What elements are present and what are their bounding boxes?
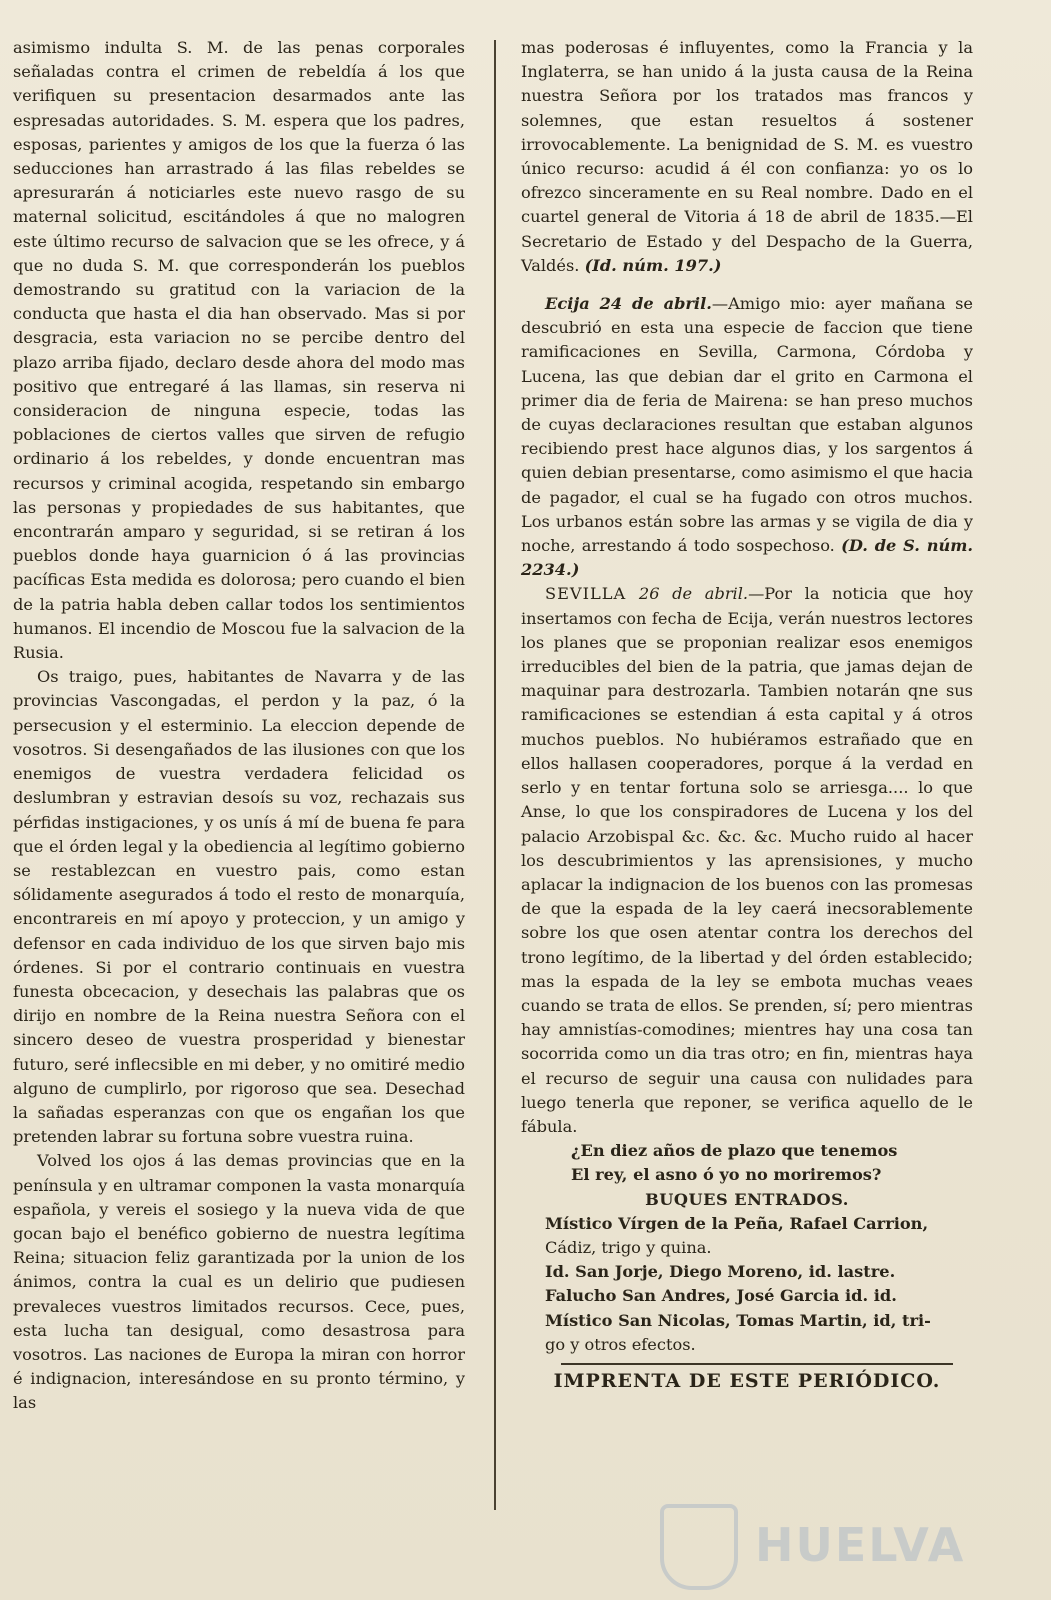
proclamation-reference: (Id. núm. 197.) — [584, 255, 722, 275]
ship-detail: Cádiz, trigo y quina. — [545, 1237, 712, 1257]
ships-heading: BUQUES ENTRADOS. — [645, 1189, 849, 1209]
sevilla-news-text: —Por la noticia que hoy insertamos con fecha de Ecija, verán nuestros lectores los planes que se proponian realizar esos enemigos irreducibles del bien de la patria, que jamas dejan de maquinar para destrozarla. Tambien notarán qne sus ramificaciones se estendian á esta capital y á otros muchos pueblos. No hubiéramos estrañado que en ellos hallasen cooperadores, porque á la verdad en serlo y en tentar fortuna solo se arriesga.... lo que Anse, lo que los conspiradores de Lucena y los del palacio Arzobispal &c. &c. &c. Mucho ruido al hacer los descubrimientos y las aprensisiones, y mucho aplacar la indignacion de los buenos con las promesas de que la espada de la ley caerá inecsorablemente sobre los que osen atentar contra los derechos del trono legítimo, de la libertad y del órden establecido; mas la espada de la ley se embota muchas veaes cuando se trata de ellos. Se prenden, sí; pero mientras hay amnistías-comodines; mientres hay una cosa tan socorrida como un dia tras otro; en fin, mientras haya el recurso de seguir una causa con nulidades para luego tenerla que reponer, se verifica aquello de le fábula. — [521, 584, 973, 1136]
left-column — [13, 36, 465, 1416]
watermark-label: HUELVA — [755, 1518, 966, 1572]
sevilla-news-paragraph — [521, 582, 973, 1139]
ecija-dateline: Ecija 24 de abril. — [545, 294, 712, 314]
ecija-news-paragraph — [521, 292, 973, 582]
left-paragraph-2: Os traigo, pues, habitantes de Navarra y de las provincias Vascongadas, el perdon y la paz, ó la persecusion y el esterminio. La eleccion depende de vosotros. Si desengañados de las ilusiones con que los enemigos de vuestra verdadera felicidad os deslumbran y estravian desoís su voz, rechazais sus pérfidas instigaciones, y os unís á mí de buena fe para que el órden legal y la obediencia al legítimo gobierno se restablezcan en vuestro pais, como estan sólidamente asegurados á todo el resto de monarquía, encontrareis en mí apoyo y proteccion, y un amigo y defensor en cada individuo de los que sirven bajo mis órdenes. Si por el contrario continuais en vuestra funesta obcecacion, y desechais las palabras que os dirijo en nombre de la Reina nuestra Señora con el sincero deseo de vuestra prosperidad y bienestar futuro, seré inflecsible en mi deber, y no omitiré medio alguno de cumplirlo, por rigoroso que sea. Desechad la sañadas esperanzas con que os engañan los que pretenden labrar su fortuna sobre vuestra ruina. — [13, 667, 465, 1147]
ship-entry — [521, 1212, 973, 1260]
vitoria-proclamation-text: mas poderosas é influyentes, como la Francia y la Inglaterra, se han unido á la justa causa de la Reina nuestra Señora por los tratados mas francos y solemnes, que estan resueltos á sostener irrovocablemente. La benignidad de S. M. es vuestro único recurso: acudid á él con confianza: yo os lo ofrezco sinceramente en su Real nombre. Dado en el cuartel general de Vitoria á 18 de abril de 1835.—El Secretario de Estado y del Despacho de la Guerra, Valdés. — [521, 38, 973, 275]
shield-icon — [660, 1504, 738, 1590]
ship-detail: go y otros efectos. — [545, 1334, 696, 1354]
sevilla-place: SEVILLA — [545, 584, 627, 604]
archive-watermark — [640, 1500, 970, 1580]
poem-line-2: El rey, el asno ó yo no moriremos? — [571, 1165, 882, 1185]
ship-entry — [521, 1260, 973, 1284]
ship-entry — [521, 1309, 973, 1357]
ship-entry — [521, 1284, 973, 1308]
sevilla-date: 26 de abril. — [638, 584, 749, 604]
ship-name: Falucho San Andres, José Garcia id. id. — [545, 1286, 897, 1306]
imprint-rule — [561, 1363, 953, 1365]
ecija-reference: (D. de S. núm. 2234.) — [521, 536, 973, 580]
left-paragraph-3: Volved los ojos á las demas provincias que en la península y en ultramar componen la vasta monarquía española, y vereis el sosiego y la nueva vida de que gocan bajo el benéfico gobierno de nuestra legítima Reina; situacion feliz garantizada por la union de los ánimos, contra la cual es un delirio que pudiesen prevaleces vuestros limitados recursos. Cece, pues, esta lucha tan desigual, como desastrosa para vosotros. Las naciones de Europa la miran con horror é indignacion, interesándose en su pronto término, y las — [13, 1151, 465, 1413]
imprint-line: IMPRENTA DE ESTE PERIÓDICO. — [553, 1369, 941, 1392]
right-paragraph-1 — [521, 36, 973, 278]
ship-name: Id. San Jorje, Diego Moreno, id. lastre. — [545, 1262, 896, 1282]
right-column — [521, 36, 973, 1393]
poem-line-1: ¿En diez años de plazo que tenemos — [571, 1141, 898, 1161]
ship-name: Místico Vírgen de la Peña, Rafael Carrion, — [545, 1213, 929, 1233]
ship-name: Místico San Nicolas, Tomas Martin, id, tri- — [545, 1310, 931, 1330]
column-divider — [494, 40, 496, 1510]
left-paragraph-1: asimismo indulta S. M. de las penas corporales señaladas contra el crimen de rebeldía á los que verifiquen su presentacion desarmados ante las espresadas autoridades. S. M. espera que los padres, esposas, parientes y amigos de los que la fuerza ó las seducciones han arrastrado á las filas rebeldes se apresurarán á noticiarles este nuevo rasgo de su maternal solicitud, escitándoles á que no malogren este último recurso de salvacion que se les ofrece, y á que no duda S. M. que corresponderán los pueblos demostrando su gratitud con la variacion de la conducta que hasta el dia han observado. Mas si por desgracia, esta variacion no se percibe dentro del plazo arriba fijado, declaro desde ahora del modo mas positivo que entregaré á las llamas, sin reserva ni consideracion de ninguna especie, todas las poblaciones de ciertos valles que sirven de refugio ordinario á los rebeldes, y donde encuentran mas recursos y criminal acogida, respetando sin embargo las personas y propiedades de sus habitantes, que encontrarán amparo y seguridad, si se retiran á los pueblos donde haya guarnicion ó á las provincias pacíficas Esta medida es dolorosa; pero cuando el bien de la patria habla deben callar todos los sentimientos humanos. El incendio de Moscou fue la salvacion de la Rusia. — [13, 38, 465, 663]
ecija-news-text: —Amigo mio: ayer mañana se descubrió en esta una especie de faccion que tiene ramificaciones en Sevilla, Carmona, Córdoba y Lucena, las que debian dar el grito en Carmona el primer dia de feria de Mairena: se han preso muchos de cuyas declaraciones resultan que estaban algunos recibiendo prest hace algunos dias, y los sargentos á quien debian presentarse, como asimismo el que hacia de pagador, el cual se ha fugado con otros muchos. Los urbanos están sobre las armas y se vigila de dia y noche, arrestando á todo sospechoso. — [521, 294, 973, 556]
